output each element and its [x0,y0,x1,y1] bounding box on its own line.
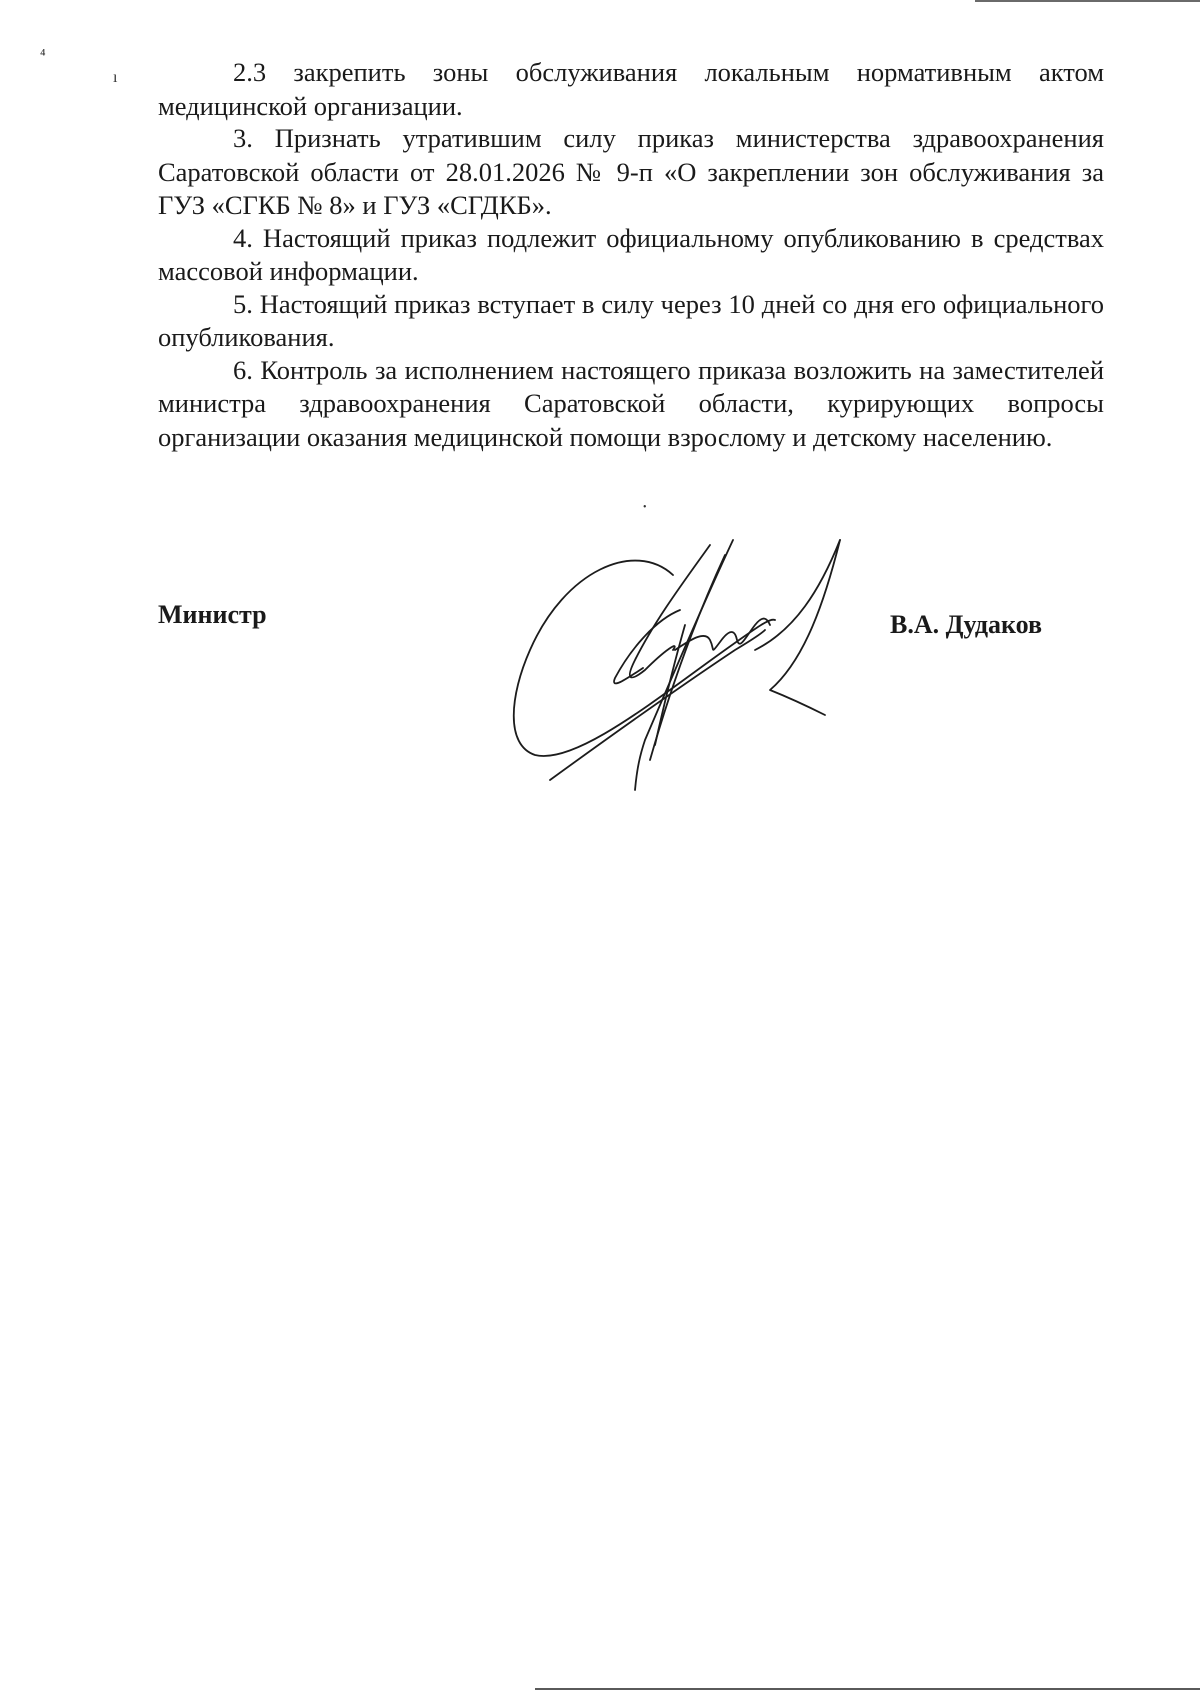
paragraph-4: 4. Настоящий приказ подлежит официальному опубликованию в средствах массовой информации. [158,222,1104,286]
paragraph-5: 5. Настоящий приказ вступает в силу через 10 дней со дня его официального опубликования. [158,288,1104,352]
signatory-title: Министр [158,600,267,629]
handwritten-signature [505,500,875,800]
order-body [158,56,1104,453]
scan-edge-bottom [535,1688,1200,1690]
scan-speck: • [643,502,647,513]
signatory-name: В.А. Дудаков [890,610,1043,639]
scan-edge-top [975,0,1200,2]
paragraph-3: 3. Признать утратившим силу приказ министерства здравоохранения Саратовской области от 28.01.2026 № 9-п «О закреплении зон обслуживания за ГУЗ «СГКБ № 8» и ГУЗ «СГДКБ». [158,123,1104,220]
paragraph-2-3: 2.3 закрепить зоны обслуживания локальным нормативным актом медицинской организации. [158,57,1104,121]
scan-speck: ı [113,69,118,86]
scan-speck: ⁴ [40,47,46,64]
paragraph-6: 6. Контроль за исполнением настоящего приказа возложить на заместителей министра здравоохранения Саратовской области, курирующих вопросы организации оказания медицинской помощи взрослому и детскому населению. [158,354,1104,452]
